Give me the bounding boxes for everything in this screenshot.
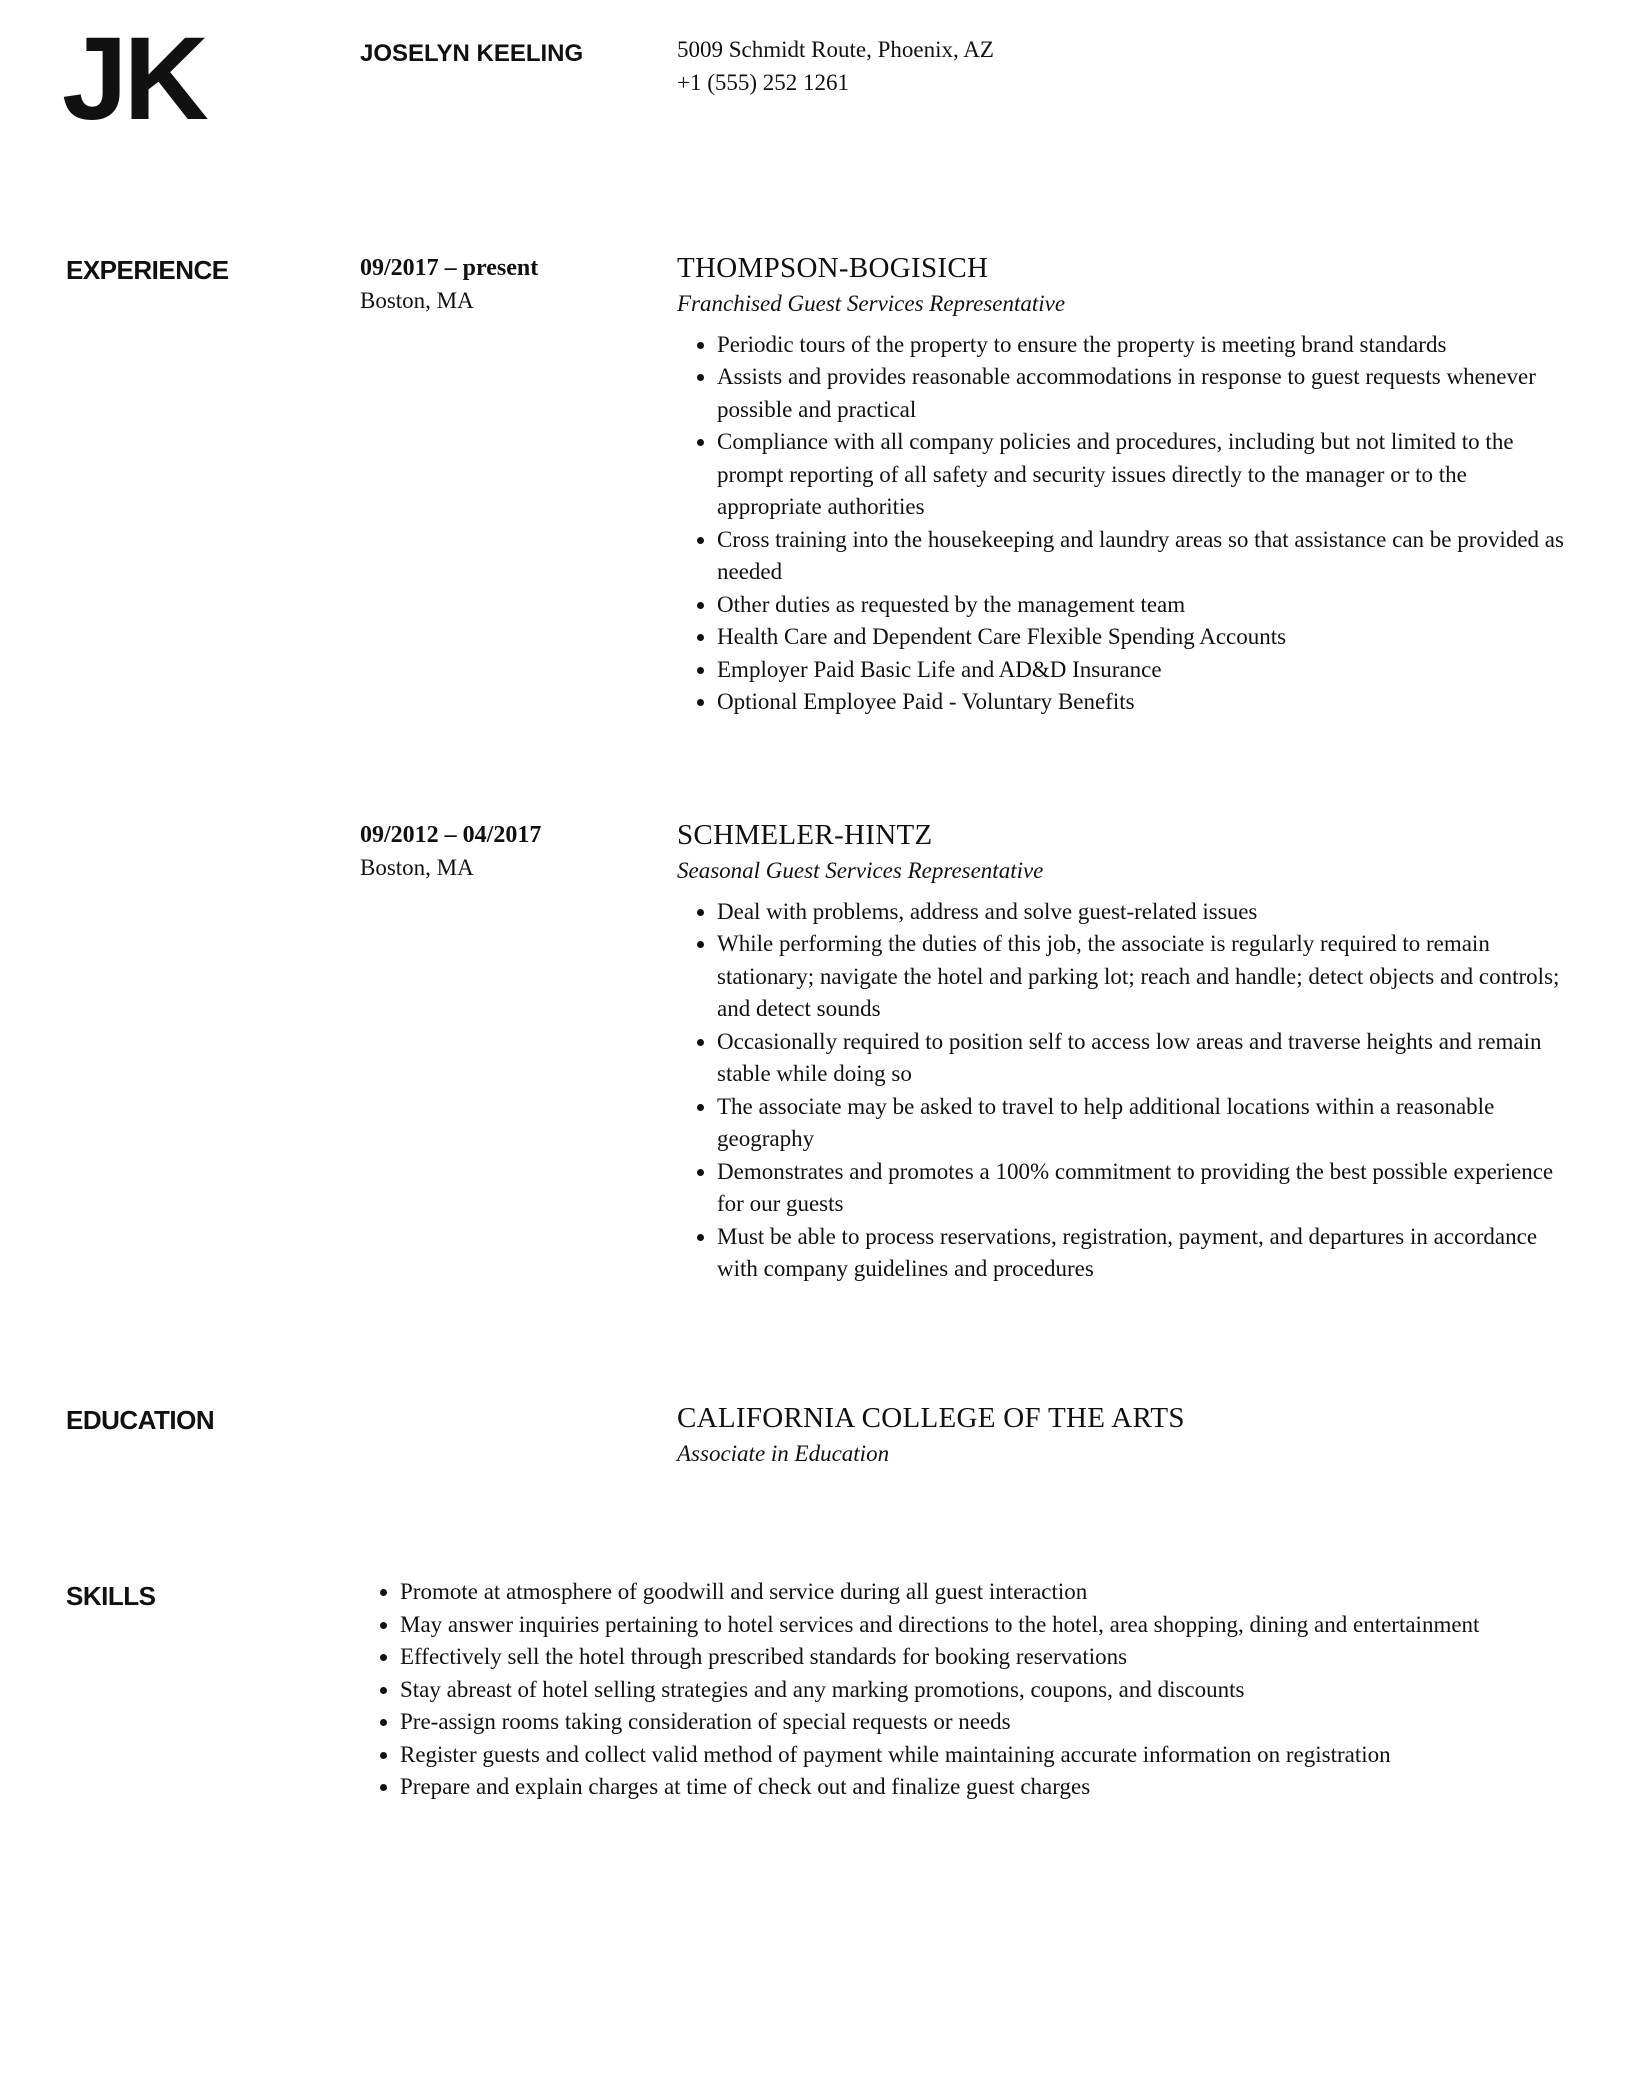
company-name: SCHMELER-HINTZ bbox=[677, 819, 933, 851]
bullet-item: • Health Care and Dependent Care Flexible Spending Accounts bbox=[717, 621, 1577, 654]
job-dates: 09/2017 – present bbox=[360, 255, 539, 281]
phone: +1 (555) 252 1261 bbox=[677, 69, 850, 95]
job-dates: 09/2012 – 04/2017 bbox=[360, 822, 542, 848]
education-entry bbox=[677, 1400, 1577, 1471]
job-bullets bbox=[677, 329, 1577, 719]
bullet-item: • The associate may be asked to travel to help additional locations within a reasonable geography bbox=[717, 1091, 1577, 1156]
address: 5009 Schmidt Route, Phoenix, AZ bbox=[677, 37, 994, 62]
bullet-item: • Compliance with all company policies and procedures, including but not limited to the prompt reporting of all safety and security issues directly to the manager or to the appropriate authorities bbox=[717, 426, 1577, 524]
bullet-item: • Optional Employee Paid - Voluntary Benefits bbox=[717, 686, 1577, 719]
bullet-item: • Employer Paid Basic Life and AD&D Insurance bbox=[717, 654, 1577, 687]
bullet-item: • Occasionally required to position self to access low areas and traverse heights and remain stable while doing so bbox=[717, 1026, 1577, 1091]
bullet-item: • Other duties as requested by the management team bbox=[717, 589, 1577, 622]
bullet-item: • Stay abreast of hotel selling strategies and any marking promotions, coupons, and discounts bbox=[400, 1674, 1580, 1707]
bullet-item: • Promote at atmosphere of goodwill and service during all guest interaction bbox=[400, 1576, 1580, 1609]
bullet-item: • Cross training into the housekeeping and laundry areas so that assistance can be provided as needed bbox=[717, 524, 1577, 589]
bullet-item: • Register guests and collect valid method of payment while maintaining accurate information on registration bbox=[400, 1739, 1580, 1772]
bullet-item: • Deal with problems, address and solve guest-related issues bbox=[717, 896, 1577, 929]
job-title: Seasonal Guest Services Representative bbox=[677, 858, 1044, 883]
contact-info bbox=[677, 34, 994, 99]
initials-logo: JK bbox=[62, 13, 205, 145]
bullet-item: • Periodic tours of the property to ensure the property is meeting brand standards bbox=[717, 329, 1577, 362]
section-heading-education: EDUCATION bbox=[66, 1405, 215, 1435]
company-name: THOMPSON-BOGISICH bbox=[677, 252, 989, 284]
job-title: Franchised Guest Services Representative bbox=[677, 291, 1066, 316]
job-bullets bbox=[677, 896, 1577, 1286]
degree: Associate in Education bbox=[677, 1441, 890, 1466]
skills-list bbox=[400, 1576, 1580, 1804]
section-heading-skills: SKILLS bbox=[66, 1581, 156, 1611]
bullet-item: • Effectively sell the hotel through prescribed standards for booking reservations bbox=[400, 1641, 1580, 1674]
job-meta bbox=[360, 252, 538, 317]
section-heading-experience: EXPERIENCE bbox=[66, 255, 229, 285]
candidate-name: JOSELYN KEELING bbox=[360, 40, 584, 67]
bullet-item: • Demonstrates and promotes a 100% commitment to providing the best possible experience for our guests bbox=[717, 1156, 1577, 1221]
job-location: Boston, MA bbox=[360, 854, 474, 880]
job-entry bbox=[677, 250, 1577, 719]
school-name: CALIFORNIA COLLEGE OF THE ARTS bbox=[677, 1402, 1185, 1434]
bullet-item: • May answer inquiries pertaining to hotel services and directions to the hotel, area shopping, dining and entertainment bbox=[400, 1609, 1580, 1642]
bullet-item: • Pre-assign rooms taking consideration of special requests or needs bbox=[400, 1706, 1580, 1739]
bullet-item: • Assists and provides reasonable accommodations in response to guest requests whenever possible and practical bbox=[717, 361, 1577, 426]
job-location: Boston, MA bbox=[360, 287, 474, 313]
job-meta bbox=[360, 819, 541, 884]
bullet-item: • Prepare and explain charges at time of check out and finalize guest charges bbox=[400, 1771, 1580, 1804]
job-entry bbox=[677, 817, 1577, 1286]
bullet-item: • Must be able to process reservations, registration, payment, and departures in accordance with company guidelines and procedures bbox=[717, 1221, 1577, 1286]
bullet-item: • While performing the duties of this job, the associate is regularly required to remain stationary; navigate the hotel and parking lot; reach and handle; detect objects and controls; and detect sounds bbox=[717, 928, 1577, 1026]
